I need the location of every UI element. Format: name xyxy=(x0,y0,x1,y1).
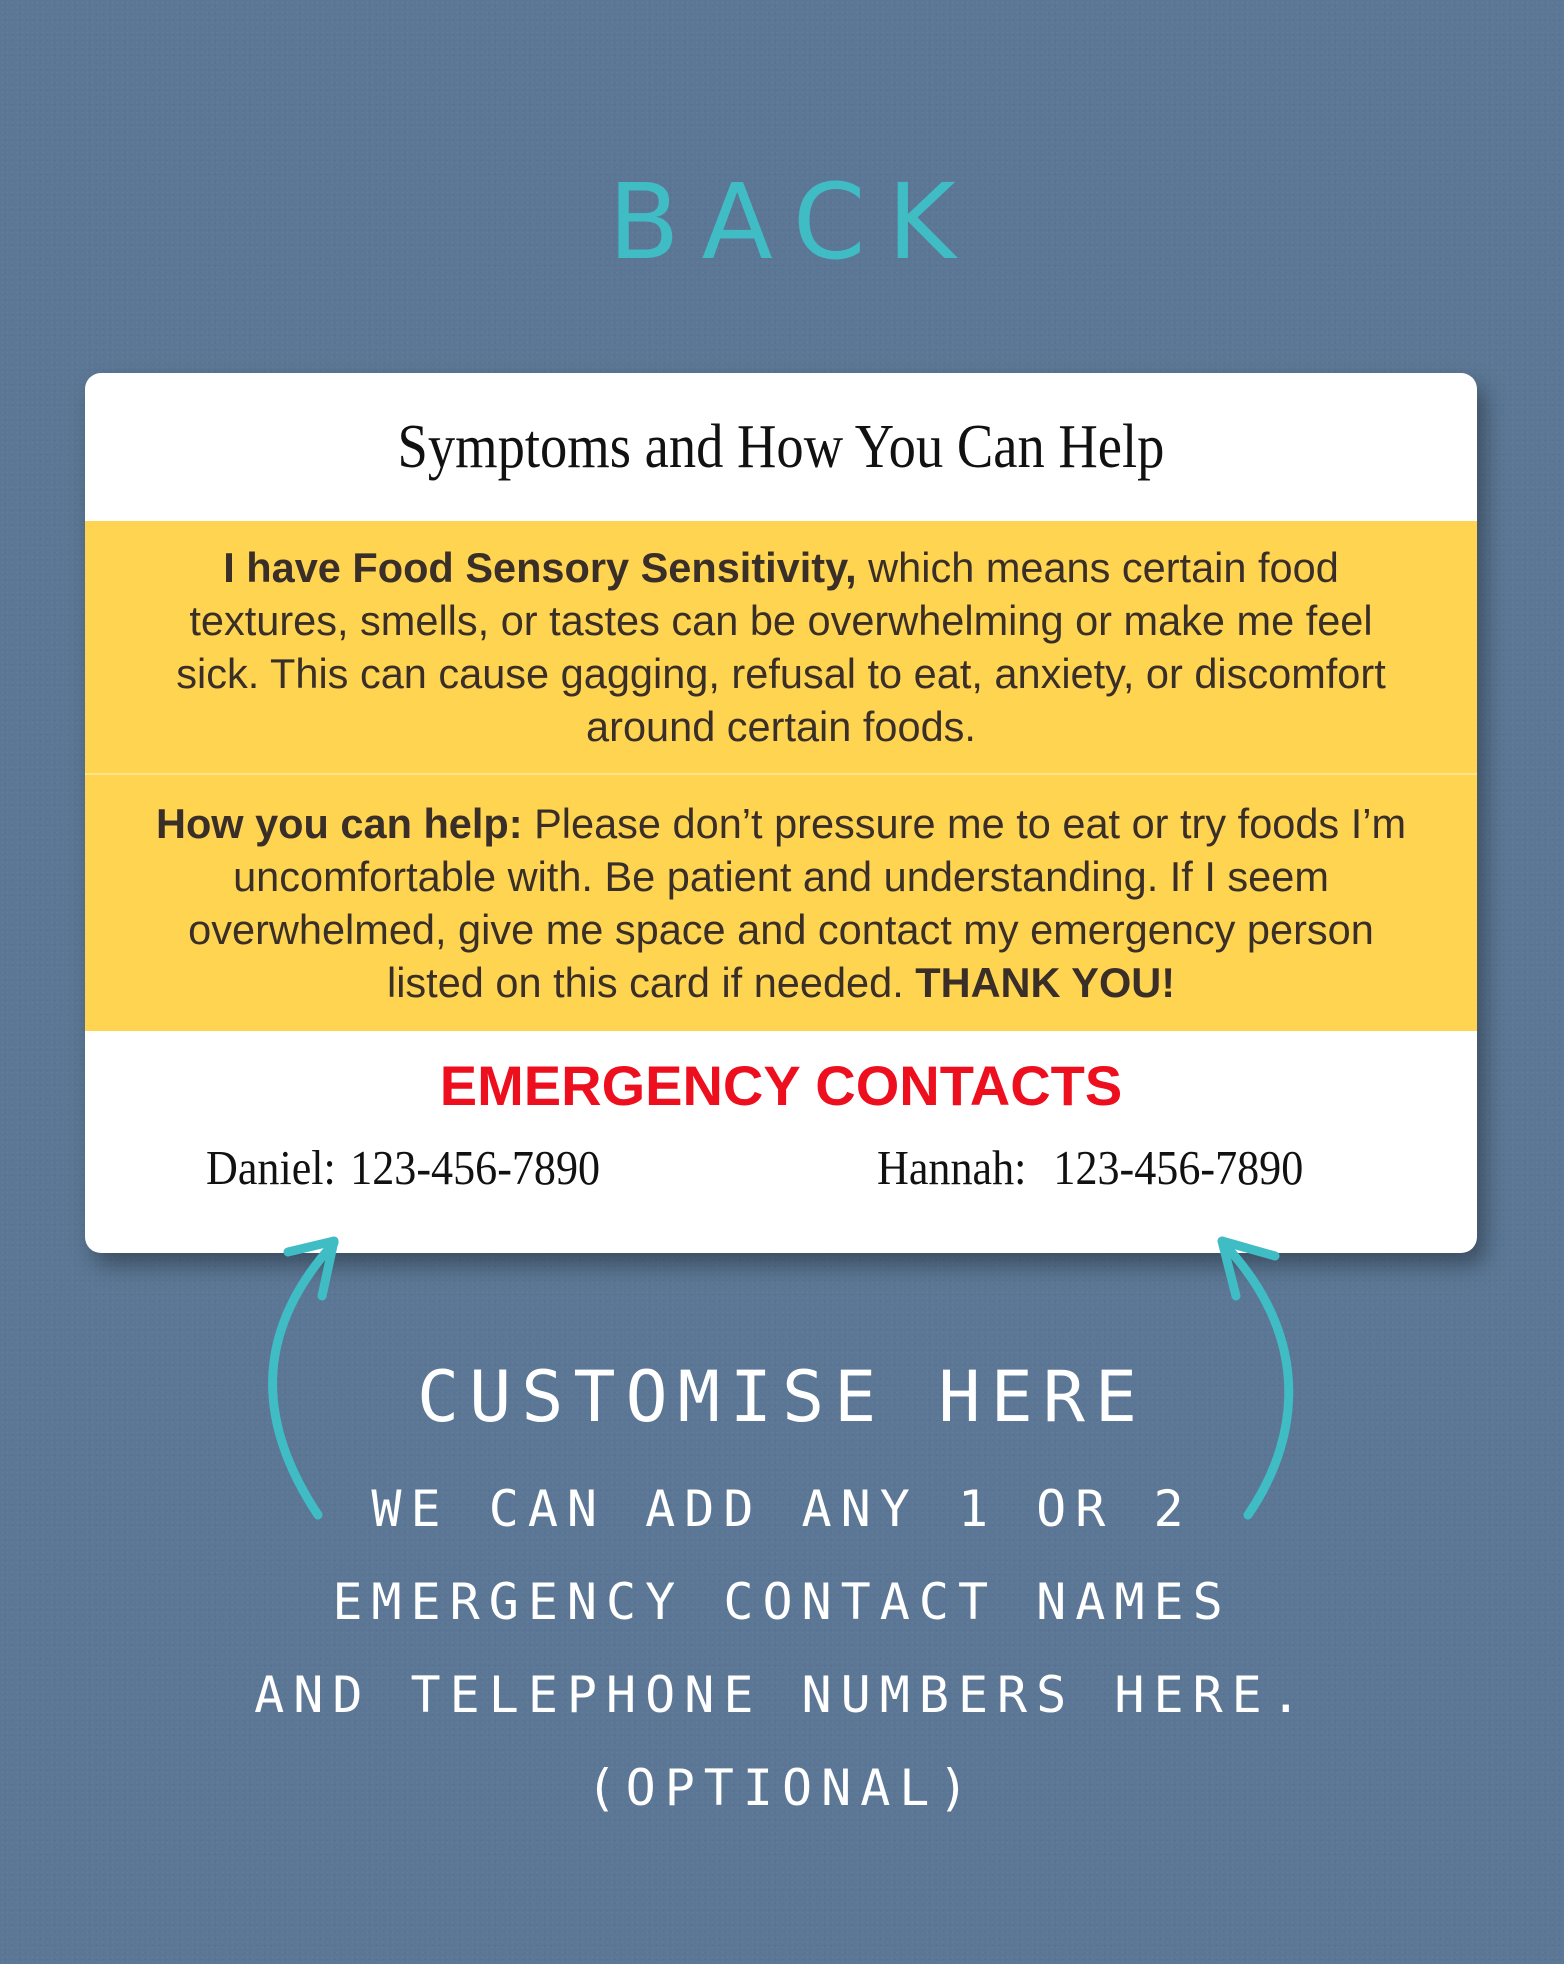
customise-note-line: EMERGENCY CONTACT NAMES xyxy=(332,1573,1232,1631)
customise-note-line: (OPTIONAL) xyxy=(586,1759,978,1817)
sensitivity-body: which means certain food textures, smells, or tastes can be overwhelming or make me feel sick. This can cause gagging, refusal to eat, anxiety, or discomfort around certain foods. xyxy=(176,544,1386,750)
contact-name: Daniel: xyxy=(206,1140,336,1195)
page-heading: BACK xyxy=(608,161,978,283)
customise-title: CUSTOMISE HERE xyxy=(416,1356,1147,1438)
sensitivity-bold: I have Food Sensory Sensitivity, xyxy=(223,544,857,591)
help-body: Please don’t pressure me to eat or try foods I’m uncomfortable with. Be patient and understanding. If I seem overwhelmed, give me space and contact my emergency person listed on this card if needed. xyxy=(188,800,1407,1006)
contact-phone: 123-456-7890 xyxy=(1053,1140,1304,1195)
contact-phone: 123-456-7890 xyxy=(350,1140,601,1195)
customise-note-line: WE CAN ADD ANY 1 OR 2 xyxy=(371,1480,1193,1538)
customise-note-line: AND TELEPHONE NUMBERS HERE. xyxy=(254,1666,1310,1724)
help-bold: How you can help: xyxy=(155,800,523,847)
thank-you: THANK YOU! xyxy=(915,959,1176,1006)
contact-name: Hannah: xyxy=(877,1140,1027,1195)
emergency-contacts-title: EMERGENCY CONTACTS xyxy=(439,1054,1123,1117)
card-title: Symptoms and How You Can Help xyxy=(397,412,1165,481)
